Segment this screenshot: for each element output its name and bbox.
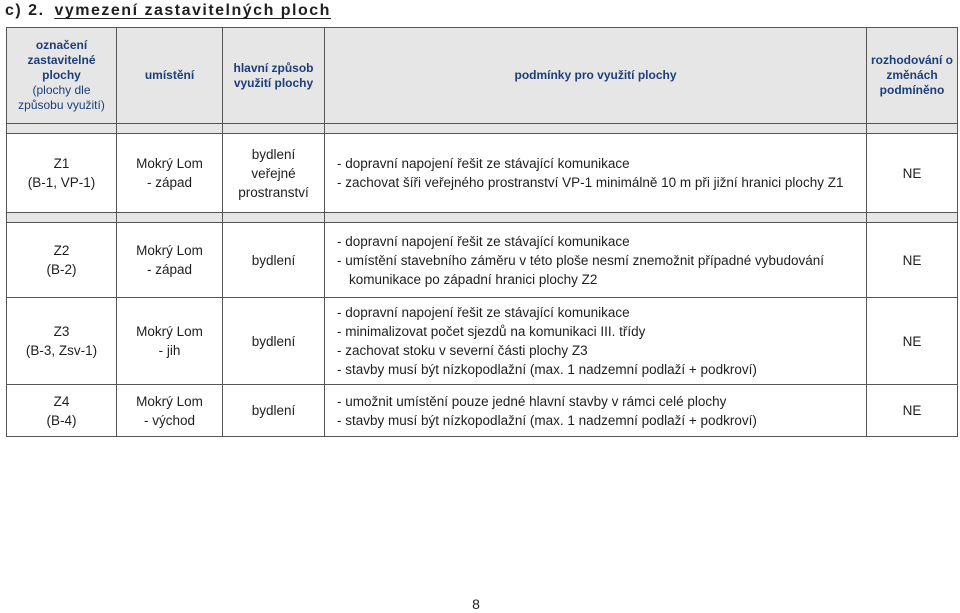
zone-type: (B-4) (46, 412, 77, 428)
header-decision (867, 28, 958, 124)
table-header-row (7, 28, 958, 124)
condition-item: - minimalizovat počet sjezdů na komunikaci III. třídy (337, 324, 646, 339)
row-separator (7, 213, 958, 223)
separator-cell (223, 124, 325, 134)
main-use-cell (223, 298, 325, 385)
header-decision-line2: změnách (886, 68, 938, 82)
location-direction: - východ (143, 412, 196, 428)
condition-item: - stavby musí být nízkopodlažní (max. 1 nadzemní podlaží + podkroví) (337, 362, 757, 377)
zone-id-cell (7, 298, 117, 385)
header-zone-id-sub1: (plochy dle (32, 83, 91, 97)
zone-type: (B-1, VP-1) (27, 175, 96, 190)
page-number: 8 (472, 596, 480, 612)
zone-type: (B-2) (46, 262, 77, 277)
header-main-use-line1: hlavní způsob (233, 60, 314, 75)
conditions-cell (325, 134, 867, 213)
zone-id-cell (7, 223, 117, 298)
section-title: vymezení zastavitelných ploch (54, 2, 331, 19)
zone-id-cell (7, 134, 117, 213)
header-zone-id (7, 28, 117, 124)
header-conditions: podmínky pro využití plochy (325, 28, 867, 124)
condition-item: - zachovat šíři veřejného prostranství VP-1 minimálně 10 m při jižní hranici plochy Z1 (337, 175, 844, 190)
table-row (7, 385, 958, 437)
location-cell (117, 134, 223, 213)
header-zone-id-sub2: způsobu využití) (18, 98, 105, 112)
main-use-cell (223, 385, 325, 437)
zone-id-cell (7, 385, 117, 437)
header-decision-line3: podmíněno (879, 83, 945, 97)
separator-cell (7, 213, 117, 223)
location-direction: - západ (146, 262, 193, 277)
header-separator (7, 124, 958, 134)
main-use-line: bydlení (251, 146, 296, 162)
location-name: Mokrý Lom (136, 324, 203, 339)
location-name: Mokrý Lom (136, 243, 203, 258)
table-row (7, 134, 958, 213)
condition-item: - dopravní napojení řešit ze stávající komunikace (337, 156, 630, 171)
zone-type: (B-3, Zsv-1) (25, 343, 98, 358)
location-cell (117, 223, 223, 298)
separator-cell (7, 124, 117, 134)
separator-cell (867, 124, 958, 134)
main-use-line: bydlení (251, 403, 296, 418)
section-number: c) 2. (5, 2, 45, 19)
header-main-use (223, 28, 325, 124)
location-name: Mokrý Lom (136, 393, 203, 409)
header-location: umístění (117, 28, 223, 124)
table-row (7, 223, 958, 298)
conditions-cell (325, 223, 867, 298)
conditions-cell (325, 298, 867, 385)
main-use-cell (223, 223, 325, 298)
decision-cell: NE (867, 385, 958, 437)
separator-cell (867, 213, 958, 223)
separator-cell (223, 213, 325, 223)
zones-table (6, 27, 958, 437)
main-use-line: prostranství (238, 184, 309, 200)
location-name: Mokrý Lom (136, 156, 203, 171)
main-use-line: bydlení (251, 333, 296, 349)
location-direction: - západ (146, 175, 193, 190)
zone-id: Z4 (53, 393, 70, 409)
location-direction: - jih (158, 343, 181, 358)
table-row (7, 298, 958, 385)
condition-item: - umožnit umístění pouze jedné hlavní stavby v rámci celé plochy (337, 393, 727, 409)
location-cell (117, 298, 223, 385)
section-heading (5, 0, 331, 24)
header-zone-id-line1: označení (35, 38, 88, 52)
decision-cell: NE (867, 298, 958, 385)
location-cell (117, 385, 223, 437)
decision-cell: NE (867, 223, 958, 298)
separator-cell (117, 124, 223, 134)
condition-item: - dopravní napojení řešit ze stávající komunikace (337, 305, 630, 320)
separator-cell (325, 213, 867, 223)
decision-cell: NE (867, 134, 958, 213)
zone-id: Z1 (53, 156, 70, 171)
condition-item: - dopravní napojení řešit ze stávající komunikace (337, 233, 630, 249)
zone-id: Z3 (53, 324, 70, 339)
condition-item: - umístění stavebního záměru v této ploše nesmí znemožnit případné vybudování (337, 252, 825, 268)
separator-cell (117, 213, 223, 223)
header-zone-id-line2: zastavitelné (27, 53, 96, 67)
condition-item-continued: komunikace po západní hranici plochy Z2 (349, 271, 598, 287)
main-use-line: bydlení (251, 252, 296, 268)
separator-cell (325, 124, 867, 134)
conditions-cell (325, 385, 867, 437)
header-decision-line1: rozhodování o (871, 53, 953, 67)
header-zone-id-line3: plochy (42, 68, 81, 82)
condition-item: - stavby musí být nízkopodlažní (max. 1 nadzemní podlaží + podkroví) (337, 412, 757, 428)
condition-item: - zachovat stoku v severní části plochy Z3 (337, 343, 588, 358)
zone-id: Z2 (53, 243, 70, 258)
main-use-line: veřejné (251, 165, 296, 181)
header-main-use-line2: využití plochy (233, 75, 314, 90)
main-use-cell (223, 134, 325, 213)
